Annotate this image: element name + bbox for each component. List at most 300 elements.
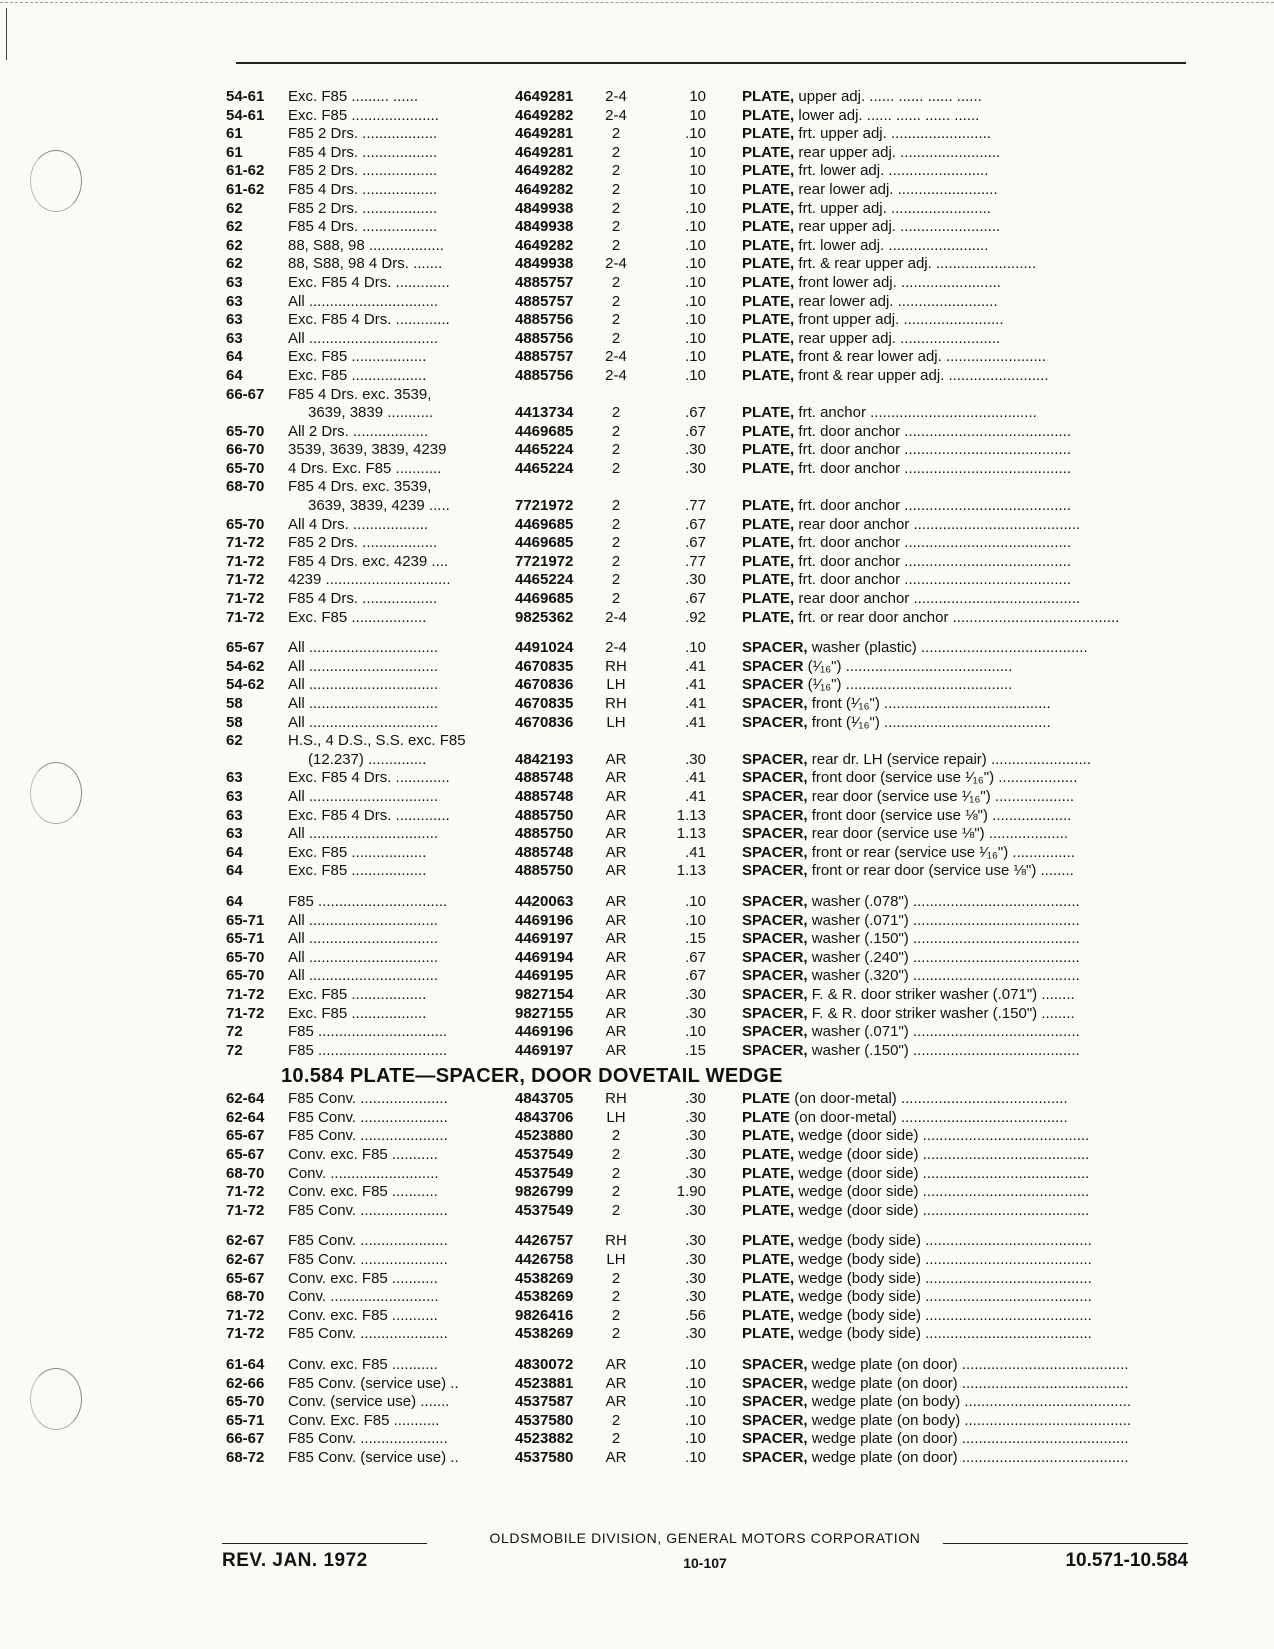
model-years: 64	[226, 862, 243, 880]
part-description	[742, 218, 1186, 237]
model-years: 68-70	[226, 1164, 265, 1182]
list-price: .30	[685, 1090, 706, 1108]
part-description	[742, 1109, 1186, 1128]
part-name: PLATE,	[742, 515, 795, 533]
model-application: F85 Conv. .....................	[288, 1251, 448, 1269]
part-name: SPACER,	[742, 1023, 808, 1041]
part-detail: frt. door anchor ........................................	[798, 441, 1071, 459]
model-years: 63	[226, 825, 243, 843]
model-application: All ...............................	[288, 967, 439, 985]
part-number: 4885757	[515, 273, 574, 291]
part-description	[742, 553, 1186, 572]
model-application: 3639, 3839, 4239 .....	[308, 497, 450, 515]
list-price: .41	[685, 676, 706, 694]
part-row	[226, 255, 1186, 274]
part-number: 4537580	[515, 1411, 574, 1429]
part-name: PLATE,	[742, 125, 795, 143]
part-detail: lower adj. ...... ...... ...... ......	[798, 106, 980, 124]
part-row	[226, 460, 1186, 479]
quantity: 2	[611, 404, 621, 422]
model-years: 71-72	[226, 1183, 265, 1201]
part-name: PLATE,	[742, 608, 795, 626]
model-application: (12.237) ..............	[308, 750, 427, 768]
list-price: .10	[685, 199, 706, 217]
quantity: AR	[605, 930, 627, 948]
model-years: 68-70	[226, 478, 265, 496]
quantity: 2	[611, 1288, 621, 1306]
list-price: .41	[685, 713, 706, 731]
part-number: 4465224	[515, 571, 574, 589]
model-years: 71-72	[226, 1201, 265, 1219]
part-detail: washer (.150") ........................................	[811, 930, 1080, 948]
part-description	[742, 844, 1186, 863]
part-name: SPACER,	[742, 639, 808, 657]
part-number: 4649281	[515, 88, 574, 105]
part-detail: wedge (door side) ........................................	[798, 1201, 1090, 1219]
quantity: 2	[611, 552, 621, 570]
quantity: 2	[611, 1146, 621, 1164]
part-number: 4537549	[515, 1146, 574, 1164]
quantity: AR	[605, 1004, 627, 1022]
part-description	[742, 311, 1186, 330]
part-row	[226, 1023, 1186, 1042]
part-row	[226, 714, 1186, 733]
part-row	[226, 367, 1186, 386]
part-row	[226, 88, 1186, 107]
part-number: 4649281	[515, 125, 574, 143]
list-price: .92	[685, 608, 706, 626]
part-number: 4469685	[515, 534, 574, 552]
model-application: F85 ...............................	[288, 892, 448, 910]
list-price: .10	[685, 911, 706, 929]
model-application: All ...............................	[288, 657, 439, 675]
list-price: .41	[685, 769, 706, 787]
part-row	[226, 1393, 1186, 1412]
footer-division-line	[222, 1530, 1188, 1544]
list-price: 10	[689, 106, 706, 124]
part-detail: front (¹⁄₁₆") ........................................	[811, 695, 1051, 712]
part-row	[226, 404, 1186, 423]
part-detail: wedge (body side) ........................................	[798, 1251, 1092, 1269]
model-years: 61-64	[226, 1356, 265, 1373]
part-name: PLATE,	[742, 329, 795, 347]
model-years: 63	[226, 806, 243, 824]
part-name: PLATE,	[742, 422, 795, 440]
part-description	[742, 1232, 1186, 1251]
part-row	[226, 1356, 1186, 1375]
part-detail: wedge (body side) ........................................	[798, 1325, 1092, 1343]
quantity: 2-4	[605, 255, 627, 273]
part-detail: wedge plate (on door) ........................................	[811, 1430, 1129, 1448]
quantity: 2	[611, 590, 621, 608]
part-description	[742, 1202, 1186, 1221]
part-description	[742, 571, 1186, 590]
part-number: 4849938	[515, 255, 574, 273]
part-row	[226, 107, 1186, 126]
part-name: PLATE,	[742, 1269, 795, 1287]
part-description	[742, 125, 1186, 144]
model-application: Exc. F85 ..................	[288, 985, 427, 1003]
part-description	[742, 181, 1186, 200]
part-row	[226, 125, 1186, 144]
part-name: PLATE,	[742, 571, 795, 589]
part-number: 7721972	[515, 497, 574, 515]
quantity: 2	[611, 1269, 621, 1287]
part-row	[226, 237, 1186, 256]
part-detail: front upper adj. ........................	[798, 311, 1004, 329]
part-row	[226, 497, 1186, 516]
model-application: Conv. exc. F85 ...........	[288, 1146, 438, 1164]
model-years: 65-67	[226, 1146, 265, 1164]
list-price: .10	[685, 125, 706, 143]
part-number: 9827154	[515, 985, 574, 1003]
part-description	[742, 1375, 1186, 1394]
quantity: 2	[611, 515, 621, 533]
list-price: 10	[689, 88, 706, 105]
model-years: 65-67	[226, 1127, 265, 1145]
part-detail: frt. door anchor ........................................	[798, 497, 1071, 515]
model-application: Conv. ..........................	[288, 1288, 439, 1306]
part-row	[226, 695, 1186, 714]
model-application: Exc. F85 4 Drs. .............	[288, 311, 450, 329]
part-detail: rear upper adj. ........................	[798, 329, 1001, 347]
model-years: 71-72	[226, 571, 265, 589]
part-name: PLATE,	[742, 1232, 795, 1250]
quantity: AR	[605, 787, 627, 805]
part-name: SPACER,	[742, 843, 808, 861]
part-row	[226, 769, 1186, 788]
group-spacer	[226, 1220, 1186, 1232]
model-years: 63	[226, 769, 243, 787]
model-application: All ...............................	[288, 948, 439, 966]
quantity: 2	[611, 1306, 621, 1324]
model-application: F85 2 Drs. ..................	[288, 125, 438, 143]
part-name: PLATE,	[742, 348, 795, 366]
part-name: PLATE,	[742, 1183, 795, 1201]
model-application: F85 2 Drs. ..................	[288, 534, 438, 552]
model-years: 65-70	[226, 459, 265, 477]
list-price: .30	[685, 1251, 706, 1269]
part-name: SPACER	[742, 676, 804, 694]
list-price: .10	[685, 329, 706, 347]
model-years: 65-70	[226, 515, 265, 533]
quantity: 2	[611, 1325, 621, 1343]
part-row	[226, 478, 1186, 497]
parts-list	[226, 88, 1186, 1468]
model-application: Exc. F85 ..................	[288, 862, 427, 880]
part-number: 4469685	[515, 515, 574, 533]
list-price: .10	[685, 639, 706, 657]
part-row	[226, 311, 1186, 330]
part-description	[742, 1251, 1186, 1270]
model-years: 64	[226, 348, 243, 366]
model-years: 65-71	[226, 930, 265, 948]
quantity: RH	[605, 1232, 627, 1250]
part-name: PLATE,	[742, 590, 795, 608]
part-detail: front & rear lower adj. ........................	[798, 348, 1046, 366]
list-price: .41	[685, 787, 706, 805]
model-application: All ...............................	[288, 911, 439, 929]
model-application: F85 Conv. .....................	[288, 1090, 448, 1108]
part-description	[742, 534, 1186, 553]
list-price: .10	[685, 311, 706, 329]
model-application: Exc. F85 4 Drs. .............	[288, 273, 450, 291]
part-detail: front door (service use ¹⁄₁₆") ...................	[811, 769, 1078, 787]
model-years: 58	[226, 695, 243, 712]
part-description	[742, 88, 1186, 107]
quantity: 2	[611, 1127, 621, 1145]
page-top-edge	[0, 2, 1274, 3]
part-number: 9827155	[515, 1004, 574, 1022]
part-description	[742, 1090, 1186, 1109]
quantity: AR	[605, 967, 627, 985]
part-row	[226, 893, 1186, 912]
model-years: 54-62	[226, 657, 265, 675]
part-name: PLATE,	[742, 1127, 795, 1145]
part-name: SPACER,	[742, 1448, 808, 1466]
part-row	[226, 930, 1186, 949]
model-years: 71-72	[226, 1306, 265, 1324]
part-name: PLATE	[742, 1108, 791, 1126]
model-application: Exc. F85 4 Drs. .............	[288, 806, 450, 824]
model-application: F85 ...............................	[288, 1023, 448, 1041]
part-name: PLATE,	[742, 1164, 795, 1182]
quantity: AR	[605, 892, 627, 910]
part-name: SPACER,	[742, 892, 808, 910]
part-description	[742, 460, 1186, 479]
part-number: 4885750	[515, 806, 574, 824]
part-number: 4523880	[515, 1127, 574, 1145]
part-number: 4426758	[515, 1251, 574, 1269]
list-price: 10	[689, 143, 706, 161]
quantity: 2	[611, 218, 621, 236]
part-row	[226, 1270, 1186, 1289]
part-description	[742, 695, 1186, 714]
part-row	[226, 571, 1186, 590]
part-number: 4469685	[515, 422, 574, 440]
model-years: 61	[226, 125, 243, 143]
part-row	[226, 534, 1186, 553]
part-description	[742, 658, 1186, 677]
part-row	[226, 200, 1186, 219]
quantity: 2-4	[605, 639, 627, 657]
model-application: Exc. F85 ..................	[288, 608, 427, 626]
part-description	[742, 1023, 1186, 1042]
part-name: PLATE,	[742, 143, 795, 161]
part-row	[226, 386, 1186, 405]
part-number: 4649282	[515, 236, 574, 254]
model-application: F85 4 Drs. ..................	[288, 218, 438, 236]
model-application: Exc. F85 .....................	[288, 106, 439, 124]
part-detail: rear door anchor ........................................	[798, 590, 1081, 608]
list-price: .10	[685, 1430, 706, 1448]
part-description	[742, 441, 1186, 460]
part-description	[742, 1356, 1186, 1375]
part-detail: rear upper adj. ........................	[798, 143, 1001, 161]
model-years: 71-72	[226, 590, 265, 608]
part-row	[226, 516, 1186, 535]
list-price: .67	[685, 422, 706, 440]
part-name: SPACER,	[742, 787, 808, 805]
part-name: PLATE,	[742, 1306, 795, 1324]
group-spacer	[226, 881, 1186, 893]
part-row	[226, 1127, 1186, 1146]
quantity: 2	[611, 1201, 621, 1219]
part-detail: frt. upper adj. ........................	[798, 199, 991, 217]
model-years: 58	[226, 713, 243, 731]
quantity: 2	[611, 422, 621, 440]
part-name: PLATE,	[742, 106, 795, 124]
quantity: AR	[605, 862, 627, 880]
part-row	[226, 1412, 1186, 1431]
part-row	[226, 1183, 1186, 1202]
part-description	[742, 967, 1186, 986]
part-row	[226, 676, 1186, 695]
model-application: 3639, 3839 ...........	[308, 404, 434, 422]
part-detail: rear dr. LH (service repair) ........................	[811, 750, 1091, 768]
model-years: 63	[226, 787, 243, 805]
quantity: AR	[605, 1448, 627, 1466]
quantity: 2	[611, 497, 621, 515]
part-description	[742, 144, 1186, 163]
part-detail: washer (.320") ........................................	[811, 967, 1080, 985]
part-name: SPACER,	[742, 862, 808, 880]
quantity: AR	[605, 1023, 627, 1041]
list-price: .30	[685, 1108, 706, 1126]
model-application: All ...............................	[288, 930, 439, 948]
model-application: Exc. F85 ..................	[288, 1004, 427, 1022]
part-detail: frt. lower adj. ........................	[798, 236, 989, 254]
quantity: 2	[611, 534, 621, 552]
part-name: SPACER,	[742, 1411, 808, 1429]
part-description	[742, 769, 1186, 788]
part-description	[742, 367, 1186, 386]
part-row	[226, 967, 1186, 986]
model-application: Conv. (service use) .......	[288, 1393, 450, 1411]
part-name: SPACER,	[742, 911, 808, 929]
list-price: .10	[685, 348, 706, 366]
part-detail: frt. lower adj. ........................	[798, 162, 989, 180]
part-number: 4830072	[515, 1356, 574, 1373]
part-detail: front (¹⁄₁₆") ........................................	[811, 713, 1051, 731]
part-description	[742, 404, 1186, 423]
list-price: .77	[685, 552, 706, 570]
part-number: 4537587	[515, 1393, 574, 1411]
model-application: Exc. F85 ......... ......	[288, 88, 419, 105]
model-application: All ...............................	[288, 787, 439, 805]
quantity: AR	[605, 1041, 627, 1059]
model-application: 4239 ..............................	[288, 571, 451, 589]
part-number: 4469196	[515, 911, 574, 929]
part-row	[226, 1307, 1186, 1326]
part-number: 4885748	[515, 769, 574, 787]
part-name: SPACER,	[742, 1041, 808, 1059]
part-name: PLATE,	[742, 366, 795, 384]
part-row	[226, 348, 1186, 367]
model-years: 64	[226, 892, 243, 910]
quantity: 2	[611, 1411, 621, 1429]
part-number: 4426757	[515, 1232, 574, 1250]
part-number: 4465224	[515, 441, 574, 459]
part-detail: front or rear (service use ¹⁄₁₆") ...............	[811, 843, 1075, 861]
quantity: AR	[605, 985, 627, 1003]
part-detail: F. & R. door striker washer (.071") ........	[811, 985, 1075, 1003]
part-name: SPACER,	[742, 948, 808, 966]
quantity: AR	[605, 825, 627, 843]
list-price: 1.13	[676, 825, 706, 843]
model-years: 61-62	[226, 180, 265, 198]
binder-hole	[30, 762, 82, 824]
part-detail: frt. & rear upper adj. ........................	[798, 255, 1036, 273]
part-description	[742, 255, 1186, 274]
part-description	[742, 293, 1186, 312]
part-number: 4469194	[515, 948, 574, 966]
model-years: 65-70	[226, 422, 265, 440]
model-years: 64	[226, 843, 243, 861]
part-detail: wedge (body side) ........................................	[798, 1306, 1092, 1324]
part-detail: wedge (door side) ........................................	[798, 1183, 1090, 1201]
part-name: PLATE,	[742, 1201, 795, 1219]
page-number: 10-107	[683, 1555, 727, 1571]
model-years: 66-67	[226, 385, 265, 403]
model-application: 88, S88, 98 4 Drs. .......	[288, 255, 443, 273]
part-description	[742, 1165, 1186, 1184]
part-name: PLATE,	[742, 1146, 795, 1164]
part-row	[226, 949, 1186, 968]
part-number: 4670835	[515, 695, 574, 712]
model-application: F85 4 Drs. exc. 3539,	[288, 478, 432, 496]
part-detail: wedge (door side) ........................................	[798, 1164, 1090, 1182]
quantity: 2-4	[605, 348, 627, 366]
model-application: F85 Conv. .....................	[288, 1127, 448, 1145]
part-description	[742, 1005, 1186, 1024]
part-description	[742, 609, 1186, 628]
part-description	[742, 237, 1186, 256]
model-application: Exc. F85 ..................	[288, 366, 427, 384]
quantity: AR	[605, 1374, 627, 1392]
part-name: SPACER,	[742, 769, 808, 787]
part-detail: wedge (body side) ........................................	[798, 1232, 1092, 1250]
part-description	[742, 893, 1186, 912]
part-number: 4885757	[515, 348, 574, 366]
list-price: .30	[685, 985, 706, 1003]
model-years: 62	[226, 732, 243, 750]
quantity: 2	[611, 236, 621, 254]
part-detail: (¹⁄₁₆") ........................................	[807, 676, 1013, 694]
model-years: 65-70	[226, 948, 265, 966]
part-description	[742, 200, 1186, 219]
part-number: 4469197	[515, 930, 574, 948]
model-application: F85 2 Drs. ..................	[288, 162, 438, 180]
part-row	[226, 1375, 1186, 1394]
list-price: .30	[685, 1325, 706, 1343]
model-application: All ...............................	[288, 676, 439, 694]
model-application: 88, S88, 98 ..................	[288, 236, 444, 254]
quantity: RH	[605, 695, 627, 712]
quantity: 2-4	[605, 608, 627, 626]
list-price: .10	[685, 892, 706, 910]
model-years: 72	[226, 1023, 243, 1041]
list-price: .10	[685, 1393, 706, 1411]
part-row	[226, 1251, 1186, 1270]
part-number: 7721972	[515, 552, 574, 570]
model-application: All 4 Drs. ..................	[288, 515, 429, 533]
part-detail: front door (service use ⅛") ...................	[811, 806, 1072, 824]
part-number: 4523881	[515, 1374, 574, 1392]
part-name: SPACER,	[742, 806, 808, 824]
part-row	[226, 1232, 1186, 1251]
model-years: 71-72	[226, 1004, 265, 1022]
